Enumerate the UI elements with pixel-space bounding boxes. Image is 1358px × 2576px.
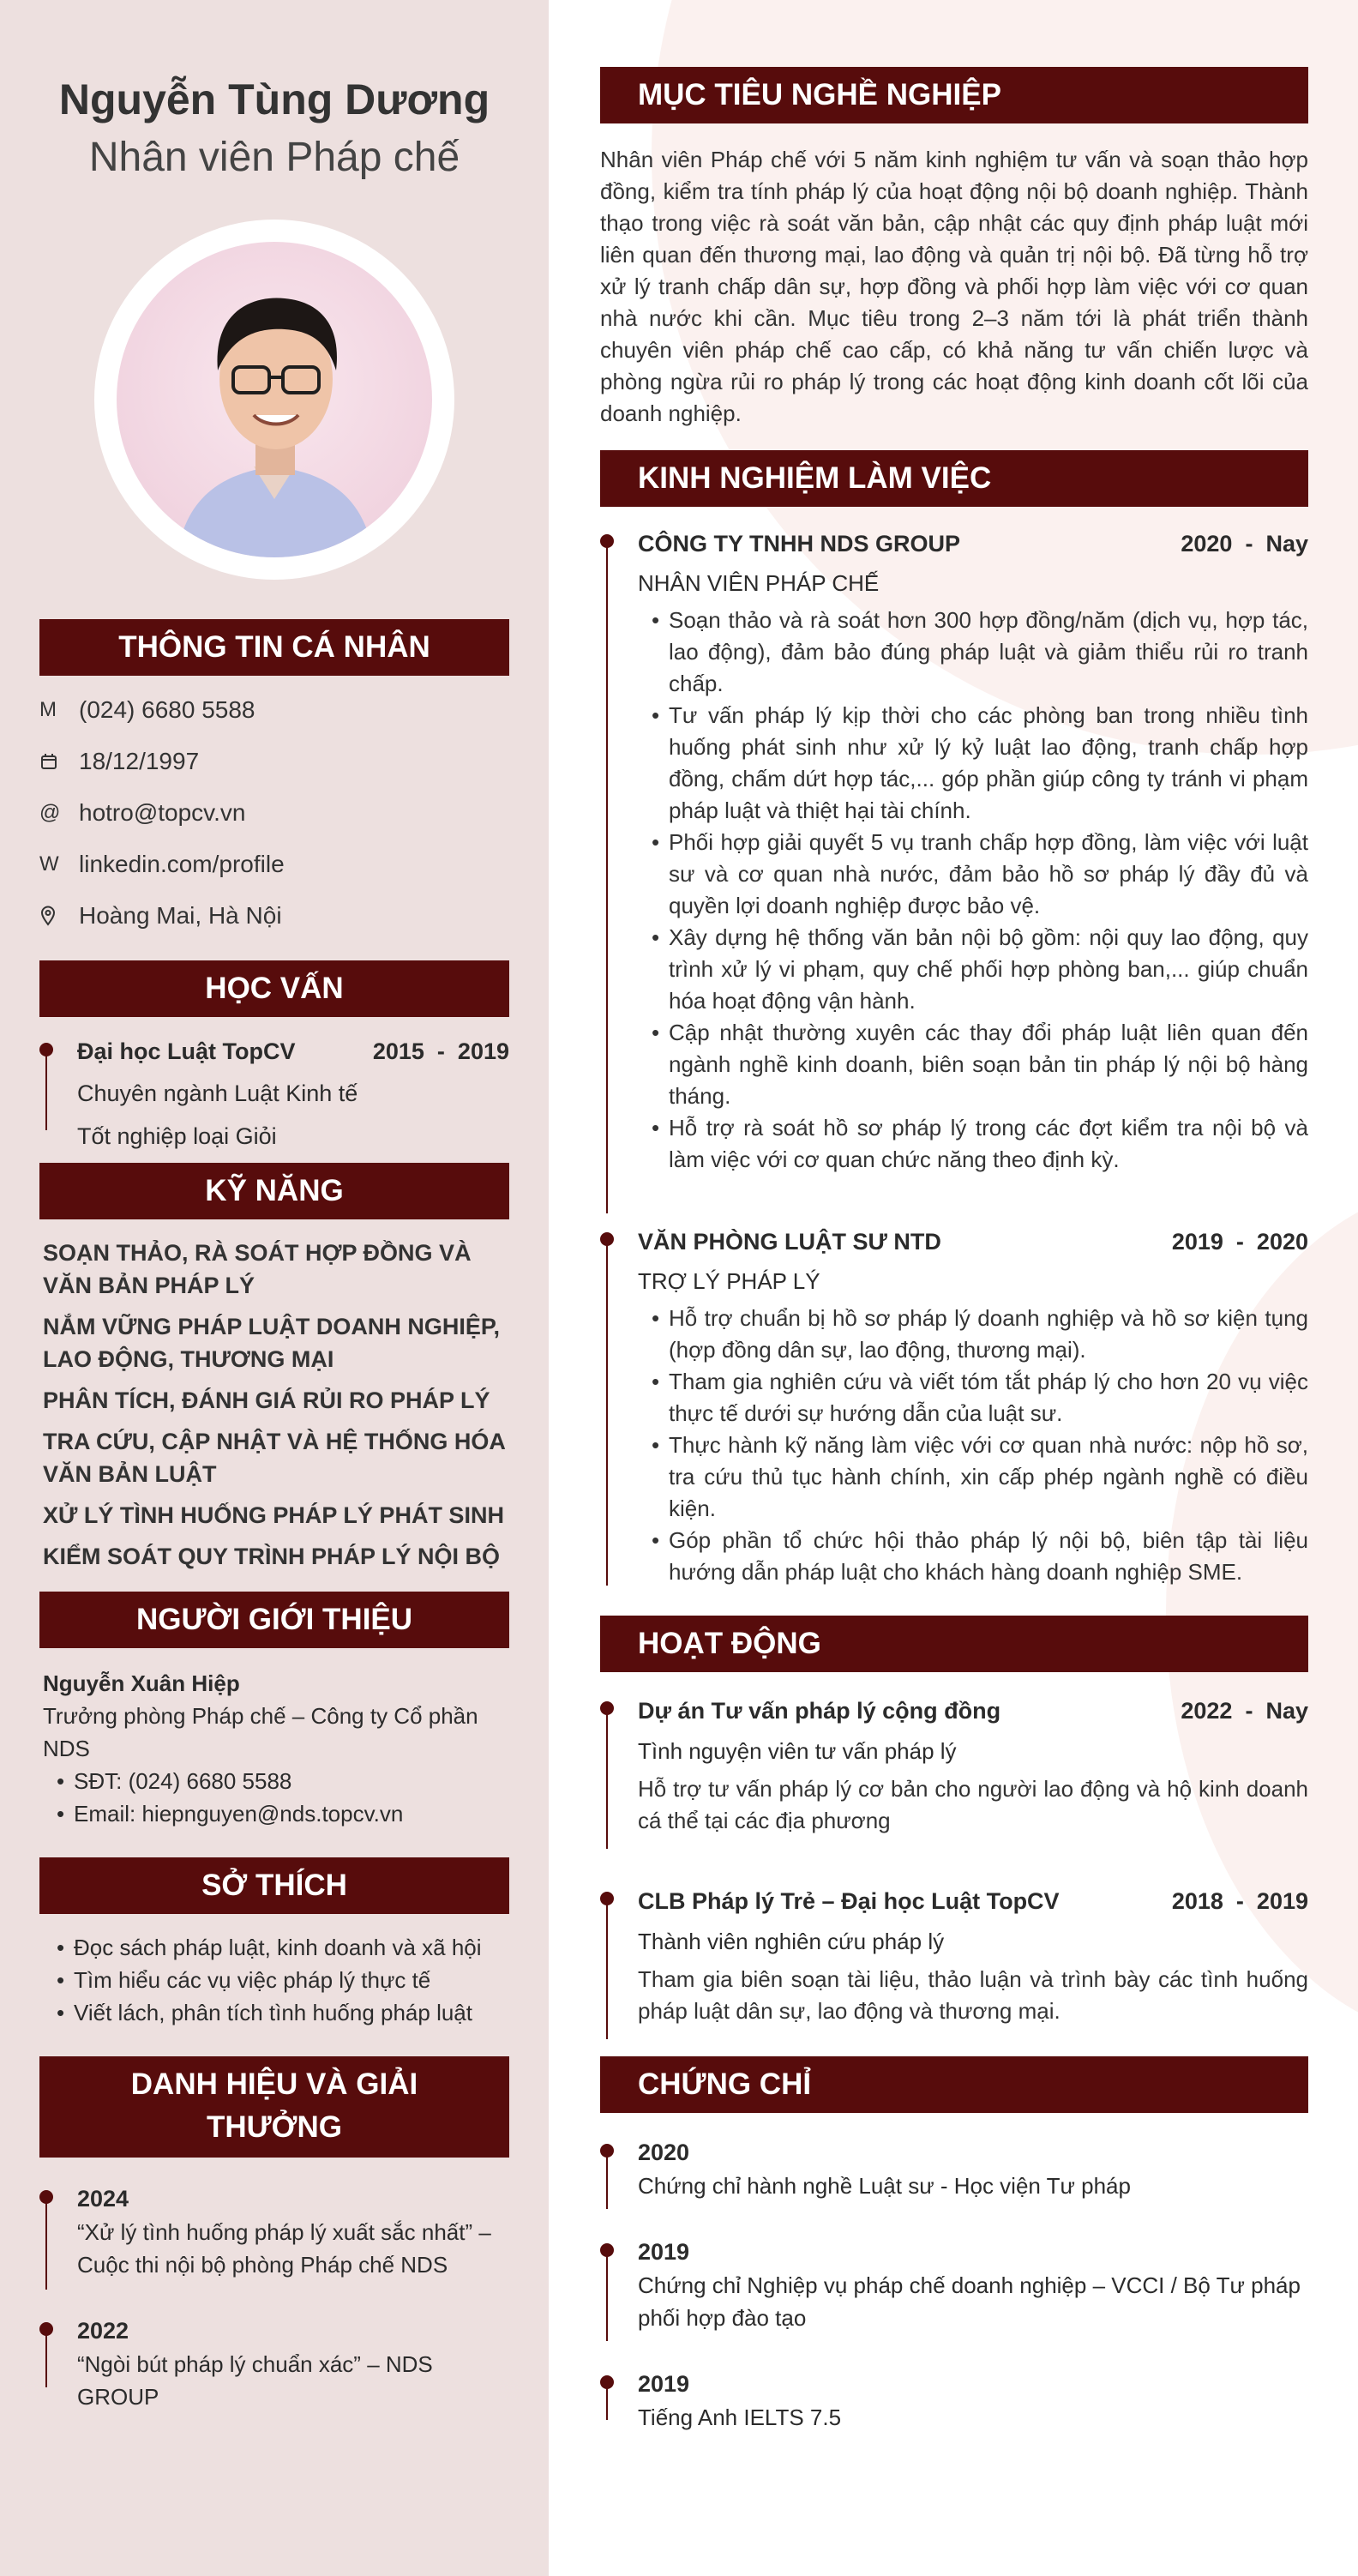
activity-end: 2019	[1256, 1888, 1308, 1914]
education-major: Chuyên ngành Luật Kinh tế	[77, 1080, 358, 1106]
skill-item: NẮM VỮNG PHÁP LUẬT DOANH NGHIỆP, LAO ĐỘNG, THƯƠNG MẠI	[43, 1314, 500, 1372]
section-title-certificates: CHỨNG CHỈ	[600, 2056, 1308, 2113]
avatar-illustration	[117, 242, 432, 557]
company-name: VĂN PHÒNG LUẬT SƯ NTD	[638, 1229, 941, 1255]
job-end: Nay	[1265, 531, 1308, 557]
avatar-frame	[94, 220, 454, 580]
timeline-line	[45, 2332, 47, 2387]
job-bullet: • Góp phần tổ chức hội thảo pháp lý nội bộ, biên tập tài liệu hướng dẫn pháp luật cho khách hàng doanh nghiệp SME.	[648, 1525, 1308, 1588]
referee-phone: • SĐT: (024) 6680 5588	[53, 1765, 509, 1797]
birthday-value: 18/12/1997	[79, 748, 200, 774]
skill-item: TRA CỨU, CẬP NHẬT VÀ HỆ THỐNG HÓA VĂN BẢN LUẬT	[43, 1429, 505, 1487]
timeline-line	[45, 1053, 47, 1130]
job-bullet: • Tham gia nghiên cứu và viết tóm tắt pháp lý cho hơn 20 vụ việc thực tế dưới sự hướng dẫn của luật sư.	[648, 1366, 1308, 1429]
school-name: Đại học Luật TopCV	[77, 1038, 296, 1064]
education-entry	[39, 1034, 509, 1163]
avatar	[117, 242, 432, 557]
award-entry	[39, 2182, 509, 2314]
activity-period	[1172, 1883, 1308, 1919]
section-title-activities: HOẠT ĐỘNG	[600, 1616, 1308, 1672]
job-bullet: • Cập nhật thường xuyên các thay đổi pháp luật liên quan đến ngành nghề kinh doanh, biên soạn bản tin pháp lý nội bộ hàng tháng.	[648, 1017, 1308, 1112]
candidate-name: Nguyễn Tùng Dương	[58, 75, 490, 123]
activity-desc: Tham gia biên soạn tài liệu, thảo luận và trình bày các tình huống pháp luật dân sự, lao động và thương mại.	[638, 1966, 1308, 2024]
certificate-name: Chứng chỉ hành nghề Luật sư - Học viện Tư pháp	[638, 2173, 1131, 2199]
job-entry	[600, 526, 1308, 1176]
job-bullet: • Tư vấn pháp lý kịp thời cho các phòng ban trong nhiều tình huống phát sinh như xử lý kỷ luật lao động, tranh chấp hợp đồng, chấm dứt hợp tác,... góp phần giúp công ty tránh vi phạm pháp luật và thiệt hại tài chính.	[648, 700, 1308, 827]
award-text: “Xử lý tình huống pháp lý xuất sắc nhất” – Cuộc thi nội bộ phòng Pháp chế NDS	[77, 2219, 491, 2278]
timeline-line	[606, 1902, 608, 2039]
activity-desc: Hỗ trợ tư vấn pháp lý cơ bản cho người lao động và hộ kinh doanh cá thể tại các địa phương	[638, 1776, 1308, 1833]
referee-block	[39, 1667, 509, 1830]
hobby-item: • Viết lách, phân tích tình huống pháp luật	[53, 1996, 509, 2029]
activity-end: Nay	[1265, 1698, 1308, 1724]
certificate-entry	[600, 2367, 1308, 2444]
section-title-awards: DANH HIỆU VÀ GIẢI THƯỞNG	[39, 2056, 509, 2158]
job-bullet: • Soạn thảo và rà soát hơn 300 hợp đồng/năm (dịch vụ, hợp tác, lao động), đảm bảo đúng pháp luật và giảm thiểu rủi ro tranh chấp.	[648, 605, 1308, 700]
section-title-objective: MỤC TIÊU NGHỀ NGHIỆP	[600, 67, 1308, 123]
referee-contacts	[43, 1765, 509, 1830]
main-content	[600, 0, 1308, 2576]
job-position: NHÂN VIÊN PHÁP CHẾ	[638, 570, 880, 596]
referee-name: Nguyễn Xuân Hiệp	[43, 1670, 240, 1696]
award-year: 2024	[77, 2186, 129, 2212]
timeline-line	[606, 2254, 608, 2341]
referee-position: Trưởng phòng Pháp chế – Công ty Cổ phần NDS	[43, 1703, 478, 1761]
section-title-referee: NGƯỜI GIỚI THIỆU	[39, 1592, 509, 1648]
calendar-icon	[39, 752, 79, 771]
section-title-hobbies: SỞ THÍCH	[39, 1857, 509, 1914]
award-entry	[39, 2314, 509, 2417]
website-value[interactable]: linkedin.com/profile	[79, 851, 285, 877]
contact-location	[39, 890, 509, 942]
activity-sep: -	[1235, 1888, 1244, 1914]
education-sep: -	[436, 1038, 445, 1064]
job-bullet: • Thực hành kỹ năng làm việc với cơ quan nhà nước: nộp hồ sơ, tra cứu thủ tục hành chính, xin cấp phép ngành nghề có điều kiện.	[648, 1429, 1308, 1525]
job-end: 2020	[1256, 1229, 1308, 1255]
certificate-year: 2020	[638, 2140, 690, 2165]
contact-list	[39, 684, 509, 942]
hobby-item: • Đọc sách pháp luật, kinh doanh và xã hội	[53, 1931, 509, 1964]
job-position: TRỢ LÝ PHÁP LÝ	[638, 1268, 820, 1294]
activity-role: Tình nguyện viên tư vấn pháp lý	[638, 1738, 957, 1764]
contact-website	[39, 839, 509, 890]
job-sep: -	[1245, 531, 1253, 557]
website-icon: W	[39, 852, 59, 876]
skill-item: XỬ LÝ TÌNH HUỐNG PHÁP LÝ PHÁT SINH	[43, 1502, 504, 1528]
job-entry	[600, 1224, 1308, 1588]
activity-start: 2018	[1171, 1888, 1223, 1914]
job-bullet: • Hỗ trợ rà soát hồ sơ pháp lý trong các đợt kiểm tra nội bộ và làm việc với cơ quan chức năng theo định kỳ.	[648, 1112, 1308, 1176]
timeline-line	[606, 2154, 608, 2209]
activity-start: 2022	[1181, 1698, 1233, 1724]
job-start: 2019	[1171, 1229, 1223, 1255]
email-value[interactable]: hotro@topcv.vn	[79, 799, 246, 826]
job-period	[1181, 526, 1308, 562]
hobby-item: • Tìm hiểu các vụ việc pháp lý thực tế	[53, 1964, 509, 1996]
contact-phone	[39, 684, 509, 736]
job-bullet: • Xây dựng hệ thống văn bản nội bộ gồm: nội quy lao động, quy trình xử lý vi phạm, quy chế phối hợp phòng ban,... giúp chuẩn hóa hoạt động vận hành.	[648, 922, 1308, 1017]
certificate-name: Tiếng Anh IELTS 7.5	[638, 2404, 842, 2430]
phone-icon: M	[39, 698, 57, 721]
skills-list	[39, 1237, 509, 1573]
award-text: “Ngòi bút pháp lý chuẩn xác” – NDS GROUP	[77, 2351, 433, 2410]
certificate-name: Chứng chỉ Nghiệp vụ pháp chế doanh nghiệp – VCCI / Bộ Tư pháp phối hợp đào tạo	[638, 2272, 1301, 2331]
contact-birthday	[39, 736, 509, 787]
education-start: 2015	[372, 1038, 424, 1064]
job-sep: -	[1235, 1229, 1244, 1255]
job-start: 2020	[1181, 531, 1233, 557]
job-bullets	[638, 605, 1308, 1176]
hobbies-list	[39, 1931, 509, 2029]
activity-entry	[600, 1693, 1308, 1837]
skill-item: KIỂM SOÁT QUY TRÌNH PHÁP LÝ NỘI BỘ	[43, 1544, 501, 1569]
activity-period	[1181, 1693, 1308, 1729]
award-year: 2022	[77, 2318, 129, 2344]
objective-text: Nhân viên Pháp chế với 5 năm kinh nghiệm tư vấn và soạn thảo hợp đồng, kiểm tra tính pháp lý của hoạt động nội bộ doanh nghiệp. Thành thạo trong việc rà soát văn bản, cập nhật các quy định pháp luật mới liên quan đến thương mại, lao động và quản trị nội bộ. Đã từng hỗ trợ xử lý tranh chấp dân sự, hợp đồng và phối hợp làm việc với cơ quan nhà nước khi cần. Mục tiêu trong 2–3 năm tới là phát triển thành chuyên viên pháp chế cao cấp, có khả năng tư vấn chiến lược và phòng ngừa rủi ro pháp lý trong các hoạt động kinh doanh cốt lõi của doanh nghiệp.	[600, 147, 1308, 426]
company-name: CÔNG TY TNHH NDS GROUP	[638, 531, 961, 557]
candidate-role: Nhân viên Pháp chế	[88, 135, 460, 180]
phone-value: (024) 6680 5588	[79, 696, 255, 723]
activity-entry	[600, 1883, 1308, 2027]
certificate-year: 2019	[638, 2371, 690, 2397]
email-icon: @	[39, 801, 61, 824]
timeline-line	[606, 1712, 608, 1849]
education-end: 2019	[457, 1038, 509, 1064]
job-bullets	[638, 1303, 1308, 1588]
location-icon	[39, 906, 79, 926]
activity-role: Thành viên nghiên cứu pháp lý	[638, 1929, 945, 1954]
location-value: Hoàng Mai, Hà Nội	[79, 902, 282, 929]
certificate-year: 2019	[638, 2239, 690, 2265]
education-grade: Tốt nghiệp loại Giỏi	[77, 1123, 277, 1149]
job-bullet: • Hỗ trợ chuẩn bị hồ sơ pháp lý doanh nghiệp và hồ sơ kiện tụng (hợp đồng dân sự, lao động, thương mại).	[648, 1303, 1308, 1366]
job-bullet: • Phối hợp giải quyết 5 vụ tranh chấp hợp đồng, làm việc với luật sư và cơ quan nhà nước, đảm bảo hồ sơ pháp lý đầy đủ và quyền lợi doanh nghiệp được bảo vệ.	[648, 827, 1308, 922]
timeline-line	[606, 2386, 608, 2420]
education-period	[373, 1034, 509, 1068]
activity-sep: -	[1245, 1698, 1253, 1724]
timeline-line	[606, 1243, 608, 1586]
sidebar	[0, 0, 549, 2576]
certificate-entry	[600, 2235, 1308, 2367]
referee-email: • Email: hiepnguyen@nds.topcv.vn	[53, 1797, 509, 1830]
timeline-line	[606, 545, 608, 1213]
section-title-skills: KỸ NĂNG	[39, 1163, 509, 1219]
job-period	[1172, 1224, 1308, 1260]
skill-item: PHÂN TÍCH, ĐÁNH GIÁ RỦI RO PHÁP LÝ	[43, 1387, 490, 1413]
certificate-entry	[600, 2135, 1308, 2235]
section-title-personal: THÔNG TIN CÁ NHÂN	[39, 619, 509, 676]
section-title-experience: KINH NGHIỆM LÀM VIỆC	[600, 450, 1308, 507]
section-title-education: HỌC VẤN	[39, 960, 509, 1017]
skill-item: SOẠN THẢO, RÀ SOÁT HỢP ĐỒNG VÀ VĂN BẢN PHÁP LÝ	[43, 1240, 472, 1298]
contact-email	[39, 787, 509, 839]
timeline-line	[45, 2200, 47, 2290]
activity-name: Dự án Tư vấn pháp lý cộng đồng	[638, 1698, 1001, 1724]
activity-name: CLB Pháp lý Trẻ – Đại học Luật TopCV	[638, 1888, 1060, 1914]
